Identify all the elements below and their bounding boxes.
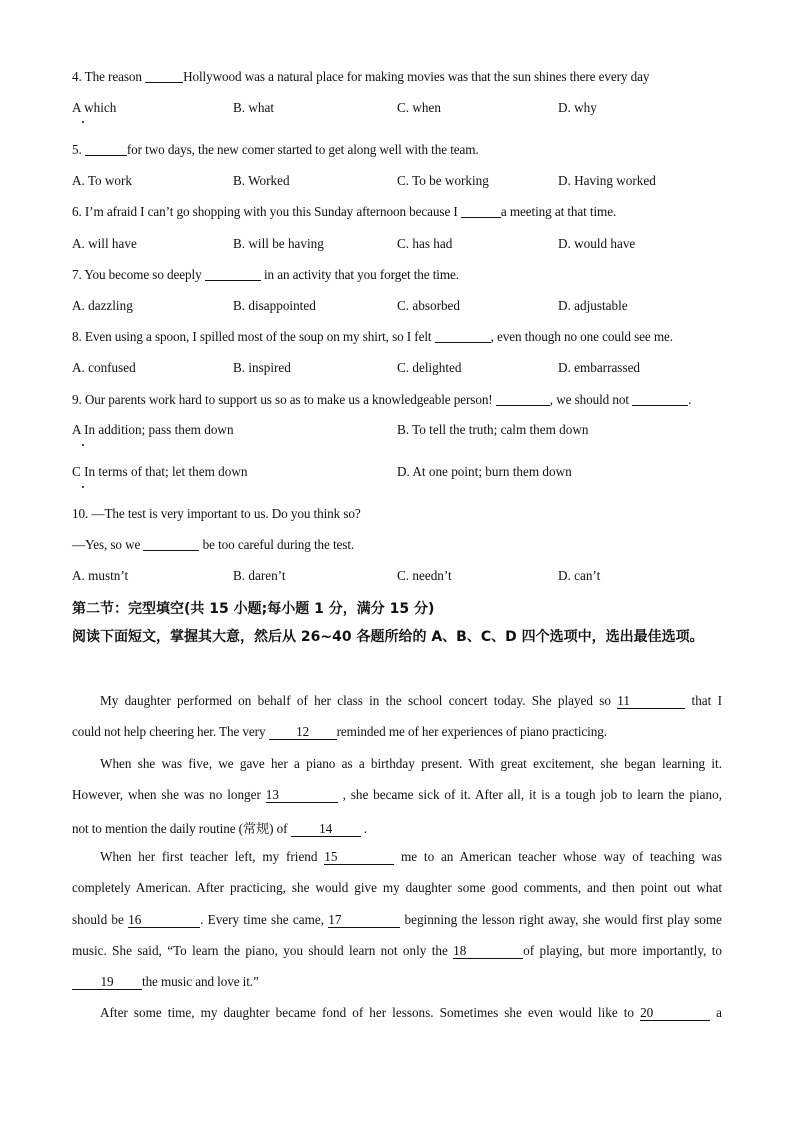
q9-stem: 9. Our parents work hard to support us so as to make us a knowledgeable person! , we should not . bbox=[72, 392, 692, 407]
q9-option-c: C In terms of that; let them down bbox=[72, 464, 248, 479]
q7-option-b: B. disappointed bbox=[233, 298, 316, 313]
q4-option-a: A which bbox=[72, 100, 117, 115]
stray-mark bbox=[82, 121, 84, 123]
q9-blank-1 bbox=[496, 392, 550, 406]
q5-stem: 5. for two days, the new comer started to get along well with the team. bbox=[72, 142, 479, 157]
blank-13: 13 bbox=[266, 788, 338, 803]
q5-option-d: D. Having worked bbox=[558, 173, 656, 188]
passage-p3-line1: When her first teacher left, my friend 15 me to an American teacher whose way of teaching was bbox=[100, 849, 722, 864]
passage-p2-line2: However, when she was no longer 13 , she became sick of it. After all, it is a tough job to learn the piano, bbox=[72, 787, 722, 802]
q4-option-b: B. what bbox=[233, 100, 275, 115]
q7-options bbox=[72, 298, 732, 316]
q8-option-d: D. embarrassed bbox=[558, 360, 641, 375]
section2-instruction: 阅读下面短文，掌握其大意，然后从 26~40 各题所给的 A、B、C、D 四个选项中，选出最佳选项。 bbox=[72, 629, 704, 645]
blank-16: 16 bbox=[128, 913, 200, 928]
q7-option-c: C. absorbed bbox=[397, 298, 460, 313]
q6-options bbox=[72, 236, 732, 254]
q5-option-b: B. Worked bbox=[233, 173, 290, 188]
q4-options bbox=[72, 100, 732, 118]
q10-option-b: B. daren’t bbox=[233, 568, 286, 583]
q10-options bbox=[72, 568, 732, 586]
blank-14: 14 bbox=[291, 822, 361, 837]
q7-blank bbox=[205, 267, 261, 281]
passage-p2-line3: not to mention the daily routine (常规) of 14 . bbox=[72, 821, 367, 836]
blank-17: 17 bbox=[328, 913, 400, 928]
blank-11: 11 bbox=[617, 694, 685, 709]
passage-p2-line1: When she was five, we gave her a piano as a birthday present. With great excitement, she began learning it. bbox=[100, 756, 722, 771]
q6-stem: 6. I’m afraid I can’t go shopping with you this Sunday afternoon because I a meeting at that time. bbox=[72, 204, 617, 219]
q4-blank bbox=[145, 69, 183, 83]
passage-p3-line5: 19 the music and love it.” bbox=[72, 974, 259, 990]
blank-18: 18 bbox=[453, 944, 523, 959]
passage-p1-line1: My daughter performed on behalf of her class in the school concert today. She played so 11 that I bbox=[100, 693, 722, 708]
blank-19: 19 bbox=[72, 975, 142, 990]
q9-option-d: D. At one point; burn them down bbox=[397, 464, 572, 479]
q6-option-b: B. will be having bbox=[233, 236, 324, 251]
q8-option-a: A. confused bbox=[72, 360, 136, 375]
passage-p3-line2: completely American. After practicing, she would give my daughter some good comments, and then point out what bbox=[72, 880, 722, 895]
q5-options bbox=[72, 173, 732, 191]
passage-p3-line3: should be 16 . Every time she came, 17 beginning the lesson right away, she would first play some bbox=[72, 912, 723, 927]
q4-option-c: C. when bbox=[397, 100, 441, 115]
q8-blank bbox=[435, 329, 491, 343]
blank-20: 20 bbox=[640, 1006, 710, 1021]
passage-p1-line2: could not help cheering her. The very 12 reminded me of her experiences of piano practicing. bbox=[72, 724, 607, 739]
stray-mark bbox=[82, 444, 84, 446]
q7-option-d: D. adjustable bbox=[558, 298, 628, 313]
q5-option-c: C. To be working bbox=[397, 173, 489, 188]
q7-stem: 7. You become so deeply in an activity that you forget the time. bbox=[72, 267, 459, 282]
passage-p4-line1: After some time, my daughter became fond of her lessons. Sometimes she even would like to 20 a bbox=[100, 1005, 722, 1020]
stray-mark bbox=[82, 486, 84, 488]
q10-option-a: A. mustn’t bbox=[72, 568, 129, 583]
q8-option-b: B. inspired bbox=[233, 360, 291, 375]
q9-options-row2 bbox=[72, 464, 732, 482]
blank-12: 12 bbox=[269, 725, 337, 740]
section2-title: 第二节：完型填空(共 15 小题;每小题 1 分，满分 15 分) bbox=[72, 601, 435, 617]
q7-option-a: A. dazzling bbox=[72, 298, 133, 313]
q10-option-d: D. can’t bbox=[558, 568, 601, 583]
q10-line1: 10. —The test is very important to us. Do you think so? bbox=[72, 506, 361, 521]
q6-option-c: C. has had bbox=[397, 236, 453, 251]
q9-option-a: A In addition; pass them down bbox=[72, 422, 234, 437]
q8-option-c: C. delighted bbox=[397, 360, 462, 375]
passage-p3-line4: music. She said, “To learn the piano, you should learn not only the 18 of playing, but more importantly, to bbox=[72, 943, 722, 958]
q8-stem: 8. Even using a spoon, I spilled most of the soup on my shirt, so I felt , even though no one could see me. bbox=[72, 329, 673, 344]
q6-option-d: D. would have bbox=[558, 236, 636, 251]
q8-options bbox=[72, 360, 732, 378]
q9-options-row1 bbox=[72, 422, 732, 440]
q10-option-c: C. needn’t bbox=[397, 568, 452, 583]
q6-blank bbox=[461, 204, 501, 218]
q4-stem: 4. The reason Hollywood was a natural place for making movies was that the sun shines there every day bbox=[72, 69, 650, 84]
q5-option-a: A. To work bbox=[72, 173, 133, 188]
blank-15: 15 bbox=[324, 850, 394, 865]
q9-option-b: B. To tell the truth; calm them down bbox=[397, 422, 589, 437]
q6-option-a: A. will have bbox=[72, 236, 137, 251]
q10-line2: —Yes, so we be too careful during the test. bbox=[72, 537, 355, 552]
q10-blank bbox=[143, 537, 199, 551]
q5-blank bbox=[85, 142, 127, 156]
q4-option-d: D. why bbox=[558, 100, 597, 115]
q9-blank-2 bbox=[632, 392, 688, 406]
